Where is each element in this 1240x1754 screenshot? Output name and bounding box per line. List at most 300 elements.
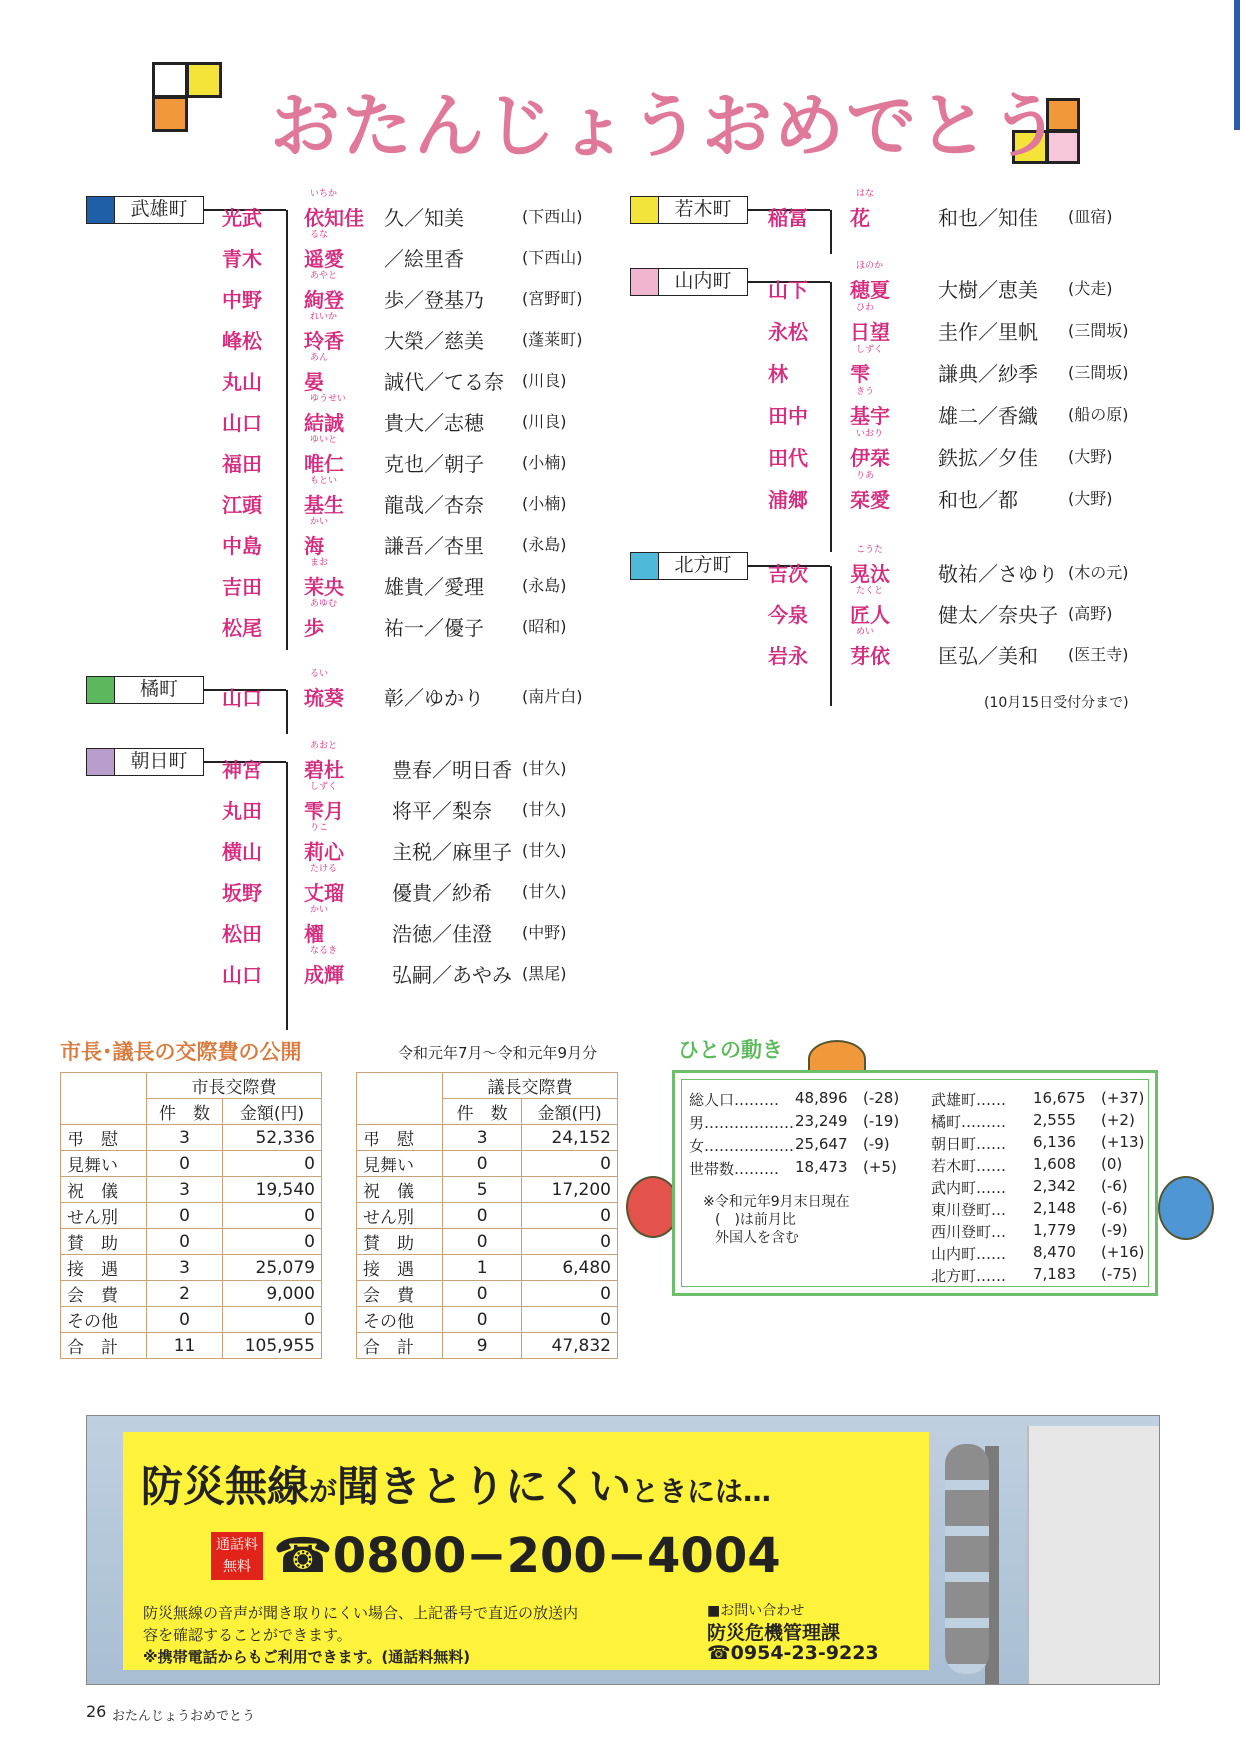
banner-headline	[141, 1454, 771, 1514]
surname: 山口	[222, 963, 262, 987]
movement-diff: (-6)	[1101, 1177, 1128, 1195]
given-name-ruby: めい	[856, 627, 875, 637]
parents-names: 匡弘／美和	[938, 644, 1038, 668]
movement-label: 武内町……	[931, 1179, 1007, 1197]
surname: 林	[768, 362, 788, 386]
town-color-chip	[87, 677, 115, 703]
free-phone-number: ☎0800−200−4004	[273, 1528, 781, 1584]
given-name-ruby: かい	[310, 517, 329, 527]
town-label-takeo	[86, 196, 204, 224]
mayor-expense-table	[60, 1072, 322, 1359]
surname: 吉次	[768, 562, 808, 586]
district: (甘久)	[522, 759, 567, 778]
table-row	[61, 1177, 322, 1203]
parents-names: 歩／登基乃	[384, 288, 484, 312]
given-name-ruby: しずく	[856, 345, 884, 355]
district: (小楠)	[522, 453, 567, 472]
cell-count: 5	[443, 1177, 522, 1203]
table-row	[357, 1333, 618, 1359]
given-name-ruby: たくと	[856, 586, 884, 596]
district: (下西山)	[522, 248, 583, 267]
parents-names: 謙吾／杏里	[384, 534, 484, 558]
movement-label: 朝日町……	[931, 1135, 1007, 1153]
surname: 山下	[768, 278, 808, 302]
given-name-ruby: るい	[310, 669, 329, 679]
surname: 山口	[222, 411, 262, 435]
headline-part-d: ときには…	[631, 1475, 772, 1508]
town-color-chip	[87, 197, 115, 223]
movement-diff: (+2)	[1101, 1111, 1135, 1129]
headline-part-c: 聞きとりにくい	[337, 1462, 632, 1511]
cell-count: 9	[443, 1333, 522, 1359]
given-name-ruby: あん	[310, 353, 329, 363]
cell-count: 2	[147, 1281, 223, 1307]
table-row	[61, 1151, 322, 1177]
birth-entry	[222, 432, 602, 476]
table-row	[357, 1307, 618, 1333]
birth-entry	[222, 186, 602, 230]
district: (中野)	[522, 923, 567, 942]
parents-names: 豊春／明日香	[392, 758, 512, 782]
col-count: 件 数	[443, 1099, 522, 1125]
banner-body-1: 防災無線の音声が聞き取りにくい場合、上記番号で直近の放送内	[143, 1604, 579, 1622]
birth-entry	[222, 666, 602, 710]
parents-names: 彰／ゆかり	[384, 686, 484, 710]
cell-label: 会 費	[357, 1281, 443, 1307]
cell-amount: 6,480	[522, 1255, 618, 1281]
deco-square-white	[152, 62, 188, 98]
cell-count: 3	[147, 1255, 223, 1281]
birth-entry	[222, 473, 602, 517]
birth-entry	[222, 309, 602, 353]
movement-label: 世帯数………	[689, 1160, 780, 1178]
table-row	[357, 1151, 618, 1177]
district: (永島)	[522, 535, 567, 554]
given-name-ruby: ひわ	[856, 303, 875, 313]
movement-diff: (-28)	[863, 1089, 900, 1107]
district: (宮野町)	[522, 289, 583, 308]
surname: 横山	[222, 840, 262, 864]
table-row	[61, 1333, 322, 1359]
given-name-ruby: あおと	[310, 741, 338, 751]
table-row	[357, 1125, 618, 1151]
parents-names: 雄二／香織	[938, 404, 1038, 428]
chair-expense-table	[356, 1072, 618, 1359]
table-row	[357, 1229, 618, 1255]
table-row	[61, 1203, 322, 1229]
birth-entry	[768, 342, 1148, 386]
town-name: 武雄町	[130, 198, 188, 220]
birth-entry	[768, 300, 1148, 344]
district: (大野)	[1068, 447, 1113, 466]
given-name-ruby: きう	[856, 387, 875, 397]
given-name: 海	[304, 534, 324, 558]
given-name-ruby: ほのか	[856, 261, 884, 271]
surname: 稲冨	[768, 206, 808, 230]
given-name: 穂夏	[850, 278, 890, 302]
parents-names: 久／知美	[384, 206, 464, 230]
parents-names: 浩徳／佳澄	[392, 922, 492, 946]
cell-label: 見舞い	[61, 1151, 147, 1177]
given-name: 雫	[850, 362, 870, 386]
cell-count: 0	[443, 1151, 522, 1177]
birth-entry	[768, 426, 1148, 470]
surname: 丸山	[222, 370, 262, 394]
given-name-ruby: なるき	[310, 946, 338, 956]
table-row	[357, 1281, 618, 1307]
cell-label: 接 遇	[357, 1255, 443, 1281]
movement-label: 北方町……	[931, 1267, 1007, 1285]
movement-diff: (-6)	[1101, 1199, 1128, 1217]
cell-label: 見舞い	[357, 1151, 443, 1177]
movement-label: 東川登町…	[931, 1201, 1007, 1219]
movement-label: 男………………	[689, 1114, 795, 1132]
parents-names: 敬祐／さゆり	[938, 562, 1058, 586]
cell-label: せん別	[61, 1203, 147, 1229]
given-name-ruby: はな	[856, 189, 875, 199]
col-amount: 金額(円)	[522, 1099, 618, 1125]
district: (永島)	[522, 576, 567, 595]
movement-label: 橘町………	[931, 1113, 1007, 1131]
district: (皿宿)	[1068, 207, 1113, 226]
headline-part-a: 防災無線	[141, 1462, 310, 1511]
building-wall	[1027, 1426, 1160, 1685]
birth-entry	[222, 943, 602, 987]
kousai-heading: 市長･議長の交際費の公開	[60, 1040, 302, 1064]
cell-count: 0	[147, 1229, 223, 1255]
movement-diff: (-19)	[863, 1112, 900, 1130]
given-name: 歩	[304, 616, 324, 640]
col-count: 件 数	[147, 1099, 223, 1125]
disaster-radio-banner	[86, 1415, 1160, 1685]
movement-value: 16,675	[1033, 1089, 1086, 1107]
banner-body-2: 容を確認することができます。	[143, 1626, 352, 1644]
cell-amount: 0	[522, 1281, 618, 1307]
table-row	[61, 1255, 322, 1281]
birth-entry	[222, 596, 602, 640]
movement-diff: (-75)	[1101, 1265, 1138, 1283]
page-title: おたんじょうおめでとう	[270, 85, 1062, 167]
parents-names: 雄貴／愛理	[384, 575, 484, 599]
cell-amount: 52,336	[223, 1125, 322, 1151]
kousai-period: 令和元年7月～令和元年9月分	[398, 1044, 598, 1062]
parents-names: 大榮／慈美	[384, 329, 484, 353]
parents-names: 貴大／志穂	[384, 411, 484, 435]
movement-note-3: 外国人を含む	[715, 1230, 799, 1246]
given-name: 碧杜	[304, 758, 344, 782]
parents-names: 優貴／紗希	[392, 881, 492, 905]
district: (甘久)	[522, 882, 567, 901]
contact-phone: ☎0954-23-9223	[707, 1642, 879, 1664]
movement-diff: (+37)	[1101, 1089, 1145, 1107]
cell-amount: 0	[223, 1151, 322, 1177]
birth-entry	[768, 542, 1148, 586]
movement-diff: (+13)	[1101, 1133, 1145, 1151]
cell-count: 0	[443, 1203, 522, 1229]
movement-note-1: ※令和元年9月末日現在	[703, 1194, 850, 1210]
town-label-kitagata	[630, 552, 748, 580]
surname: 中野	[222, 288, 262, 312]
surname: 田代	[768, 446, 808, 470]
cell-amount: 0	[223, 1307, 322, 1333]
given-name-ruby: あやと	[310, 271, 338, 281]
birth-entry	[222, 555, 602, 599]
surname: 丸田	[222, 799, 262, 823]
given-name: 結誠	[304, 411, 344, 435]
birth-entry	[222, 861, 602, 905]
cell-count: 3	[147, 1125, 223, 1151]
movement-value: 48,896	[795, 1089, 848, 1107]
surname: 江頭	[222, 493, 262, 517]
cell-label: 接 遇	[61, 1255, 147, 1281]
cell-label: 合 計	[357, 1333, 443, 1359]
table-row	[61, 1125, 322, 1151]
movement-label: 山内町……	[931, 1245, 1007, 1263]
table-row	[61, 1229, 322, 1255]
given-name-ruby: かい	[310, 905, 329, 915]
district: (川良)	[522, 371, 567, 390]
cell-amount: 0	[522, 1307, 618, 1333]
movement-value: 23,249	[795, 1112, 848, 1130]
district: (下西山)	[522, 207, 583, 226]
parents-names: 龍哉／杏奈	[384, 493, 484, 517]
cell-amount: 0	[223, 1203, 322, 1229]
given-name: 唯仁	[304, 452, 344, 476]
surname: 峰松	[222, 329, 262, 353]
movement-diff: (+16)	[1101, 1243, 1145, 1261]
movement-box	[672, 1070, 1158, 1296]
given-name: 栞愛	[850, 488, 890, 512]
given-name-ruby: りあ	[856, 471, 875, 481]
town-label-tachibana	[86, 676, 204, 704]
movement-box-inner	[681, 1079, 1149, 1287]
headline-part-b: が	[309, 1475, 338, 1508]
deadline-note: (10月15日受付分まで)	[984, 695, 1129, 711]
movement-diff: (0)	[1101, 1155, 1123, 1173]
given-name: 茉央	[304, 575, 344, 599]
movement-value: 2,148	[1033, 1199, 1076, 1217]
town-label-yamauchi	[630, 268, 748, 296]
given-name: 丈瑠	[304, 881, 344, 905]
parents-names: 誠代／てる奈	[384, 370, 504, 394]
town-name: 朝日町	[130, 750, 188, 772]
given-name-ruby: しずく	[310, 782, 338, 792]
given-name: 莉心	[304, 840, 344, 864]
surname: 光武	[222, 206, 262, 230]
given-name: 依知佳	[304, 206, 364, 230]
birth-entry	[222, 268, 602, 312]
given-name-ruby: こうた	[856, 545, 884, 555]
given-name-ruby: りこ	[310, 823, 329, 833]
parents-names: 祐一／優子	[384, 616, 484, 640]
table-corner	[357, 1073, 443, 1125]
given-name-ruby: いおり	[856, 429, 884, 439]
cell-count: 11	[147, 1333, 223, 1359]
cell-label: 賛 助	[357, 1229, 443, 1255]
district: (木の元)	[1068, 563, 1129, 582]
birth-entry	[768, 468, 1148, 512]
birth-entry	[222, 902, 602, 946]
movement-label: 西川登町…	[931, 1223, 1007, 1241]
birth-entry	[222, 514, 602, 558]
parents-names: 弘嗣／あやみ	[392, 963, 512, 987]
cell-amount: 9,000	[223, 1281, 322, 1307]
given-name: 絢登	[304, 288, 344, 312]
contact-label: ■お問い合わせ	[707, 1603, 805, 1619]
given-name-ruby: ゆいと	[310, 435, 338, 445]
birth-entry	[768, 186, 1148, 230]
surname: 青木	[222, 247, 262, 271]
page-edge-bar	[1234, 0, 1240, 130]
given-name-ruby: あゆむ	[310, 599, 338, 609]
cell-amount: 19,540	[223, 1177, 322, 1203]
chair-table-title: 議長交際費	[443, 1073, 618, 1099]
speaker-horns	[945, 1444, 989, 1674]
district: (川良)	[522, 412, 567, 431]
surname: 吉田	[222, 575, 262, 599]
parents-names: 将平／梨奈	[392, 799, 492, 823]
district: (船の原)	[1068, 405, 1129, 424]
mascot-right	[1158, 1176, 1214, 1240]
movement-value: 8,470	[1033, 1243, 1076, 1261]
movement-note-2: ( )は前月比	[715, 1212, 796, 1228]
district: (三間坂)	[1068, 363, 1129, 382]
town-color-chip	[631, 269, 659, 295]
surname: 福田	[222, 452, 262, 476]
contact-dept: 防災危機管理課	[707, 1622, 841, 1644]
parents-names: 主税／麻里子	[392, 840, 512, 864]
district: (蓬莱町)	[522, 330, 583, 349]
parents-names: ／絵里香	[384, 247, 464, 271]
given-name-ruby: れいか	[310, 312, 338, 322]
given-name-ruby: るな	[310, 230, 329, 240]
given-name: 基生	[304, 493, 344, 517]
given-name: 日望	[850, 320, 890, 344]
table-row	[61, 1281, 322, 1307]
surname: 坂野	[222, 881, 262, 905]
given-name: 櫂	[304, 922, 324, 946]
table-row	[357, 1255, 618, 1281]
surname: 岩永	[768, 644, 808, 668]
surname: 中島	[222, 534, 262, 558]
surname: 松尾	[222, 616, 262, 640]
cell-label: 祝 儀	[357, 1177, 443, 1203]
banner-body-3: ※携帯電話からもご利用できます。(通話料無料)	[143, 1648, 471, 1666]
cell-count: 0	[443, 1281, 522, 1307]
movement-value: 2,555	[1033, 1111, 1076, 1129]
district: (甘久)	[522, 800, 567, 819]
town-color-chip	[631, 553, 659, 579]
deco-square-yellow	[186, 62, 222, 98]
movement-heading: ひとの動き	[678, 1038, 783, 1062]
cell-count: 3	[443, 1125, 522, 1151]
cell-amount: 24,152	[522, 1125, 618, 1151]
free-call-badge: 通話料 無料	[211, 1532, 263, 1580]
district: (三間坂)	[1068, 321, 1129, 340]
movement-label: 総人口………	[689, 1091, 780, 1109]
cell-count: 3	[147, 1177, 223, 1203]
birth-entry	[222, 738, 602, 782]
cell-label: 弔 慰	[61, 1125, 147, 1151]
cell-count: 1	[443, 1255, 522, 1281]
district: (大野)	[1068, 489, 1113, 508]
cell-amount: 105,955	[223, 1333, 322, 1359]
town-name: 橘町	[139, 678, 178, 700]
surname: 田中	[768, 404, 808, 428]
cell-amount: 0	[522, 1203, 618, 1229]
given-name: 匠人	[850, 603, 890, 627]
district: (小楠)	[522, 494, 567, 513]
given-name: 雫月	[304, 799, 344, 823]
district: (黒尾)	[522, 964, 567, 983]
table-row	[357, 1203, 618, 1229]
cell-amount: 17,200	[522, 1177, 618, 1203]
movement-value: 1,779	[1033, 1221, 1076, 1239]
town-name: 若木町	[674, 198, 732, 220]
district: (南片白)	[522, 687, 583, 706]
town-color-chip	[87, 749, 115, 775]
surname: 松田	[222, 922, 262, 946]
cell-label: 祝 儀	[61, 1177, 147, 1203]
town-label-wakaki	[630, 196, 748, 224]
cell-label: 賛 助	[61, 1229, 147, 1255]
cell-amount: 25,079	[223, 1255, 322, 1281]
cell-label: せん別	[357, 1203, 443, 1229]
birth-entry	[222, 820, 602, 864]
cell-label: 弔 慰	[357, 1125, 443, 1151]
movement-value: 7,183	[1033, 1265, 1076, 1283]
parents-names: 健太／奈央子	[938, 603, 1058, 627]
movement-diff: (-9)	[863, 1135, 890, 1153]
cell-amount: 47,832	[522, 1333, 618, 1359]
surname: 神宮	[222, 758, 262, 782]
movement-value: 1,608	[1033, 1155, 1076, 1173]
movement-value: 18,473	[795, 1158, 848, 1176]
parents-names: 大樹／恵美	[938, 278, 1038, 302]
table-row	[357, 1177, 618, 1203]
town-name: 山内町	[674, 270, 732, 292]
movement-value: 2,342	[1033, 1177, 1076, 1195]
birth-entry	[222, 227, 602, 271]
table-corner	[61, 1073, 147, 1125]
cell-amount: 0	[223, 1229, 322, 1255]
movement-diff: (+5)	[863, 1158, 897, 1176]
district: (医王寺)	[1068, 645, 1129, 664]
cell-count: 0	[147, 1151, 223, 1177]
given-name: 芽依	[850, 644, 890, 668]
birth-entry	[222, 391, 602, 435]
given-name-ruby: まお	[310, 558, 329, 568]
birth-entry	[222, 350, 602, 394]
town-color-chip	[631, 197, 659, 223]
given-name: 琉葵	[304, 686, 344, 710]
movement-label: 若木町……	[931, 1157, 1007, 1175]
surname: 浦郷	[768, 488, 808, 512]
given-name: 晃汰	[850, 562, 890, 586]
birth-entry	[222, 779, 602, 823]
footer-page-number: 26	[86, 1702, 107, 1721]
given-name: 成輝	[304, 963, 344, 987]
movement-label: 武雄町……	[931, 1091, 1007, 1109]
given-name: 晏	[304, 370, 324, 394]
surname: 永松	[768, 320, 808, 344]
given-name-ruby: いちか	[310, 189, 338, 199]
cell-count: 0	[443, 1307, 522, 1333]
given-name: 基宇	[850, 404, 890, 428]
parents-names: 克也／朝子	[384, 452, 484, 476]
parents-names: 鉄拡／夕佳	[938, 446, 1038, 470]
district: (犬走)	[1068, 279, 1113, 298]
